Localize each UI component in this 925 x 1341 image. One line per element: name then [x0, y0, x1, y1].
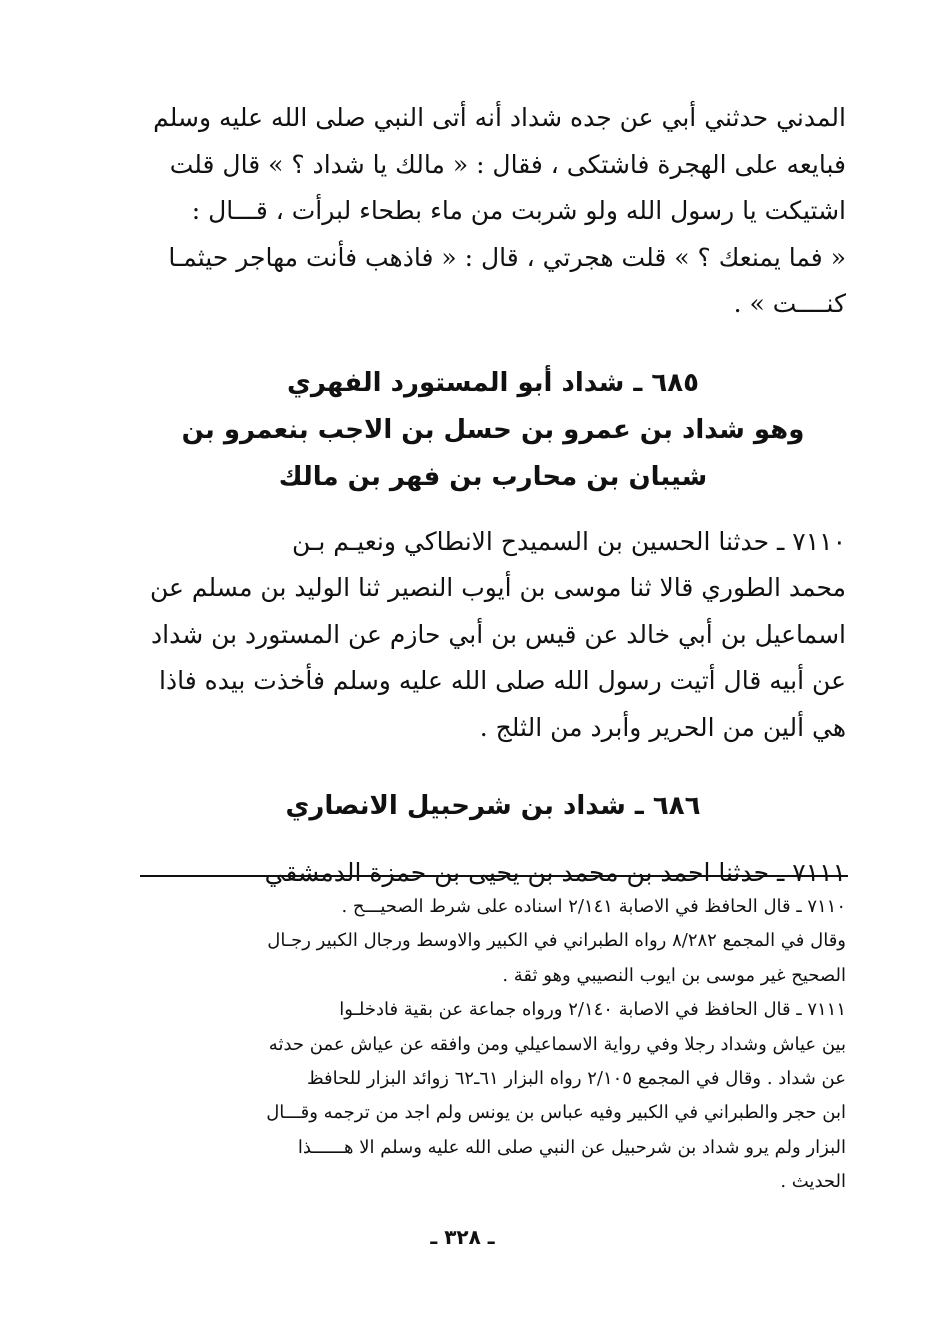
- footnote-line: وقال في المجمع ٨/٢٨٢ رواه الطبراني في الكبير والاوسط ورجال الكبير رجـال: [267, 930, 846, 952]
- footnote-line: الحديث .: [780, 1171, 846, 1193]
- text-line: ٧١١١ ـ حدثنا احمد بن محمد بن يحيى بن حمزة الدمشقي: [264, 858, 846, 887]
- intro-paragraph: [140, 95, 846, 328]
- text-line: ٧١١٠ ـ حدثنا الحسين بن السميدح الانطاكي ونعيـم بـن: [292, 526, 846, 556]
- text-line: فبايعه على الهجرة فاشتكى ، فقال : « مالك يا شداد ؟ » قال قلت: [169, 149, 846, 179]
- page-number: ـ ٣٢٨ ـ: [430, 1225, 495, 1249]
- text-line: اسماعيل بن أبي خالد عن قيس بن أبي حازم عن المستورد بن شداد: [151, 619, 846, 649]
- text-line: « فما يمنعك ؟ » قلت هجرتي ، قال : « فاذهب فأنت مهاجر حيثمـا: [168, 242, 846, 272]
- heading-line: شيبان بن محارب بن فهر بن مالك: [278, 461, 708, 492]
- text-line: عن أبيه قال أتيت رسول الله صلى الله عليه وسلم فأخذت بيده فاذا: [159, 666, 846, 695]
- text-line: محمد الطوري قالا ثنا موسى بن أيوب النصير ثنا الوليد بن مسلم عن: [149, 573, 846, 602]
- text-line: المدني حدثني أبي عن جده شداد أنه أتى النبي صلى الله عليه وسلم: [153, 103, 846, 132]
- footnote-line: بين عياش وشداد رجلا وفي رواية الاسماعيلي ومن وافقه عن عياش عمن حدثه: [268, 1033, 846, 1055]
- hadith-7110: [140, 519, 846, 752]
- footnote-line: البزار ولم يرو شداد بن شرحبيل عن النبي صلى الله عليه وسلم الا هــــــذا: [297, 1136, 846, 1158]
- text-line: كنــــت » .: [733, 289, 846, 318]
- page-body: [140, 95, 846, 1193]
- text-line: هي ألين من الحرير وأبرد من الثلج .: [479, 712, 846, 742]
- section-heading-686: ٦٨٦ ـ شداد بن شرحبيل الانصاري: [285, 791, 701, 821]
- section-heading-685: [140, 360, 846, 501]
- footnote-line: ٧١١٠ ـ قال الحافظ في الاصابة ٢/١٤١ اسناده على شرط الصحيـــح .: [341, 896, 846, 917]
- footnote-divider: [140, 875, 848, 877]
- text-line: اشتيكت يا رسول الله ولو شربت من ماء بطحاء لبرأت ، قـــال :: [191, 196, 846, 225]
- footnotes: [140, 890, 846, 1200]
- footnote-line: ٧١١١ ـ قال الحافظ في الاصابة ٢/١٤٠ ورواه جماعة عن بقية فادخلـوا: [339, 999, 846, 1021]
- footnote-line: الصحيح غير موسى بن ايوب النصيبي وهو ثقة .: [502, 964, 846, 986]
- footnote-line: ابن حجر والطبراني في الكبير وفيه عباس بن يونس ولم اجد من ترجمه وقـــال: [266, 1102, 846, 1124]
- heading-line: ٦٨٥ ـ شداد أبو المستورد الفهري: [287, 367, 699, 398]
- footnote-line: عن شداد . وقال في المجمع ٢/١٠٥ رواه البزار ٦١ـ٦٢ زوائد البزار للحافظ: [306, 1068, 846, 1090]
- heading-line: وهو شداد بن عمرو بن حسل بن الاجب بنعمرو بن: [181, 414, 805, 445]
